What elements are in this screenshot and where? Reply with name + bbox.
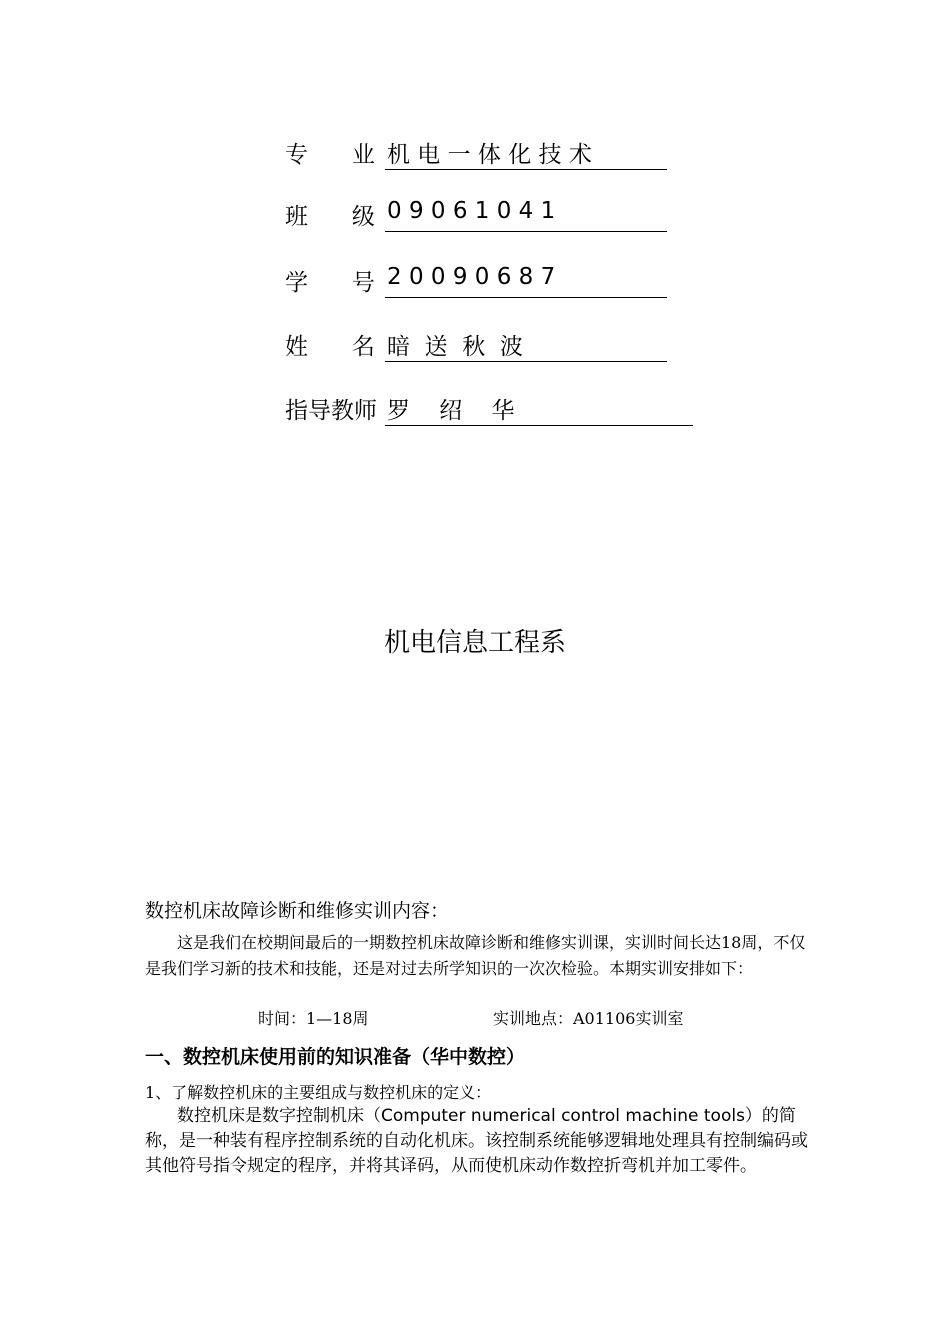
teacher-value: 罗 绍 华 (385, 392, 693, 426)
name-value: 暗 送 秋 波 (385, 328, 667, 362)
major-label: 专 业 (285, 142, 375, 168)
name-label: 姓 名 (285, 334, 375, 360)
definition-paragraph-text: 数控机床是数字控制机床（Computer numerical control machine tools）的简称，是一种装有程序控制系统的自动化机床。该控制系统能够逻辑地处理具有控制编码或其他符号指令规定的程序，并将其译码，从而使机床动作数控折弯机并加工零件。 (145, 1106, 808, 1176)
major-value: 机 电 一 体 化 技 术 (385, 136, 667, 170)
chapter-title: 一、数控机床使用前的知识准备（华中数控） (145, 1046, 526, 1068)
class-label: 班 级 (285, 204, 375, 230)
teacher-label: 指导教师 (285, 398, 377, 424)
schedule-location: 实训地点：A01106实训室 (493, 1009, 684, 1028)
section-title: 数控机床故障诊断和维修实训内容： (145, 900, 450, 922)
department-title: 机电信息工程系 (383, 628, 566, 658)
intro-paragraph (145, 930, 815, 982)
item-1-heading: 1、了解数控机床的主要组成与数控机床的定义： (145, 1083, 492, 1102)
class-value: 0 9 0 6 1 0 4 1 (385, 198, 667, 232)
student-id-label: 学 号 (285, 270, 375, 296)
student-id-value: 2 0 0 9 0 6 8 7 (385, 264, 667, 298)
intro-paragraph-text: 这是我们在校期间最后的一期数控机床故障诊断和维修实训课，实训时间长达18周，不仅是我们学习新的技术和技能，还是对过去所学知识的一次次检验。本期实训安排如下： (145, 933, 806, 978)
definition-paragraph (145, 1104, 815, 1179)
schedule-time: 时间：1—18周 (258, 1009, 369, 1028)
